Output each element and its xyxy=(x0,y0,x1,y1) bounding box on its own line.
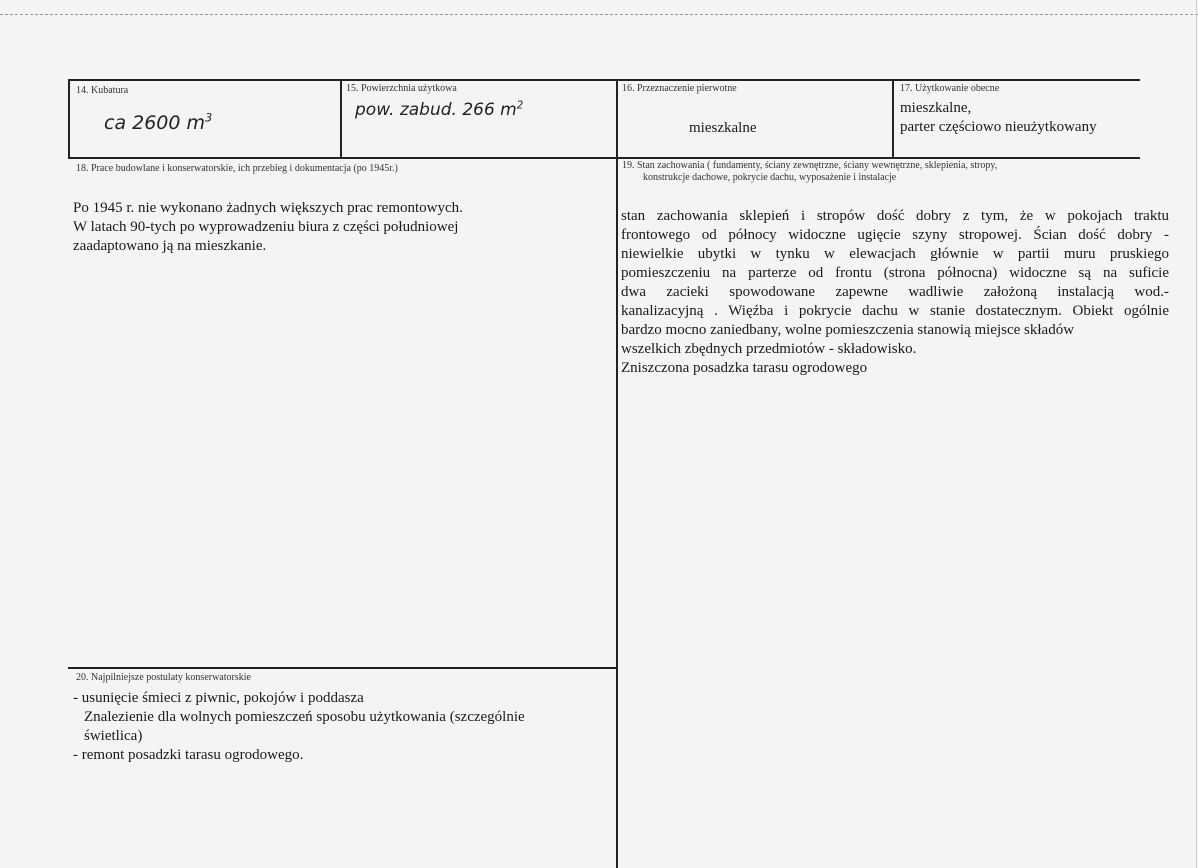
field-19-line: kanalizacyjną . Więźba i pokrycie dachu w stanie dostatecznym. Obiekt ogólnie xyxy=(621,303,1169,319)
field-17-value xyxy=(900,99,1097,137)
field-18-line: zaadaptowano ją na mieszkanie. xyxy=(73,238,267,254)
col-divider-16-17 xyxy=(892,79,894,159)
field-19-line: dwa zacieki spowodowane zapewne wadliwie założoną instalacją wod.- xyxy=(621,284,1169,300)
table-top-border xyxy=(68,79,1140,81)
field-14-value-sup: 3 xyxy=(205,110,213,125)
field-15-value xyxy=(355,100,523,120)
field-19-line: bardzo mocno zaniedbany, wolne pomieszczenia stanowią miejsce składów xyxy=(621,322,1075,338)
left-border-top xyxy=(68,79,70,159)
field-15-value-text: pow. zabud. 266 m xyxy=(355,100,517,120)
field-20-line: - usunięcie śmieci z piwnic, pokojów i poddasza xyxy=(73,690,364,706)
field-16-value: mieszkalne xyxy=(689,120,757,136)
row-divider-1 xyxy=(68,157,1140,159)
field-19-line: Zniszczona posadzka tarasu ogrodowego xyxy=(621,360,868,376)
field-20-line: - remont posadzki tarasu ogrodowego. xyxy=(73,747,304,763)
field-14-value xyxy=(104,112,212,134)
field-18-label: 18. Prace budowlane i konserwatorskie, ich przebieg i dokumentacja (po 1945r.) xyxy=(76,163,398,174)
field-20-line: świetlica) xyxy=(84,728,143,744)
field-18-line: W latach 90-tych po wyprowadzeniu biura z części południowej xyxy=(73,219,459,235)
field-16-label: 16. Przeznaczenie pierwotne xyxy=(622,83,737,94)
page-edge-right xyxy=(1196,0,1197,868)
col-divider-main xyxy=(616,79,618,868)
field-19-text xyxy=(621,207,1169,378)
field-17-label: 17. Użytkowanie obecne xyxy=(900,83,1000,94)
field-19-line: niewielkie ubytki w tynku w elewacjach głównie w partii muru pruskiego xyxy=(621,246,1169,262)
field-20-text xyxy=(73,689,613,765)
field-15-label: 15. Powierzchnia użytkowa xyxy=(346,83,457,94)
field-19-line: pomieszczeniu na parterze od frontu (strona północna) widoczne są na suficie xyxy=(621,265,1169,281)
page-edge-top xyxy=(0,14,1198,15)
field-19-line: wszelkich zbędnych przedmiotów - składowisko. xyxy=(621,341,917,357)
field-19-line: frontowego od północy widoczne ugięcie szyny stropowej. Ścian dość dobry - xyxy=(621,227,1169,243)
field-17-line: parter częściowo nieużytkowany xyxy=(900,119,1097,135)
field-14-value-text: ca 2600 m xyxy=(104,112,206,134)
field-18-line: Po 1945 r. nie wykonano żadnych większych prac remontowych. xyxy=(73,200,463,216)
field-19-label xyxy=(622,160,1142,184)
row-divider-2 xyxy=(68,667,618,669)
col-divider-14-15 xyxy=(340,79,342,159)
field-20-label: 20. Najpilniejsze postulaty konserwatorskie xyxy=(76,672,251,683)
field-19-label-line: konstrukcje dachowe, pokrycie dachu, wyposażenie i instalacje xyxy=(643,172,897,183)
field-19-label-line: 19. Stan zachowania ( fundamenty, ściany zewnętrzne, ściany wewnętrzne, sklepienia, stropy, xyxy=(622,160,998,171)
field-19-line: stan zachowania sklepień i stropów dość dobry z tym, że w pokojach traktu xyxy=(621,208,1169,224)
field-14-label: 14. Kubatura xyxy=(76,85,129,96)
field-15-value-sup: 2 xyxy=(516,100,524,112)
field-18-text xyxy=(73,199,613,256)
field-20-line: Znalezienie dla wolnych pomieszczeń sposobu użytkowania (szczególnie xyxy=(84,709,525,725)
field-17-line: mieszkalne, xyxy=(900,100,972,116)
